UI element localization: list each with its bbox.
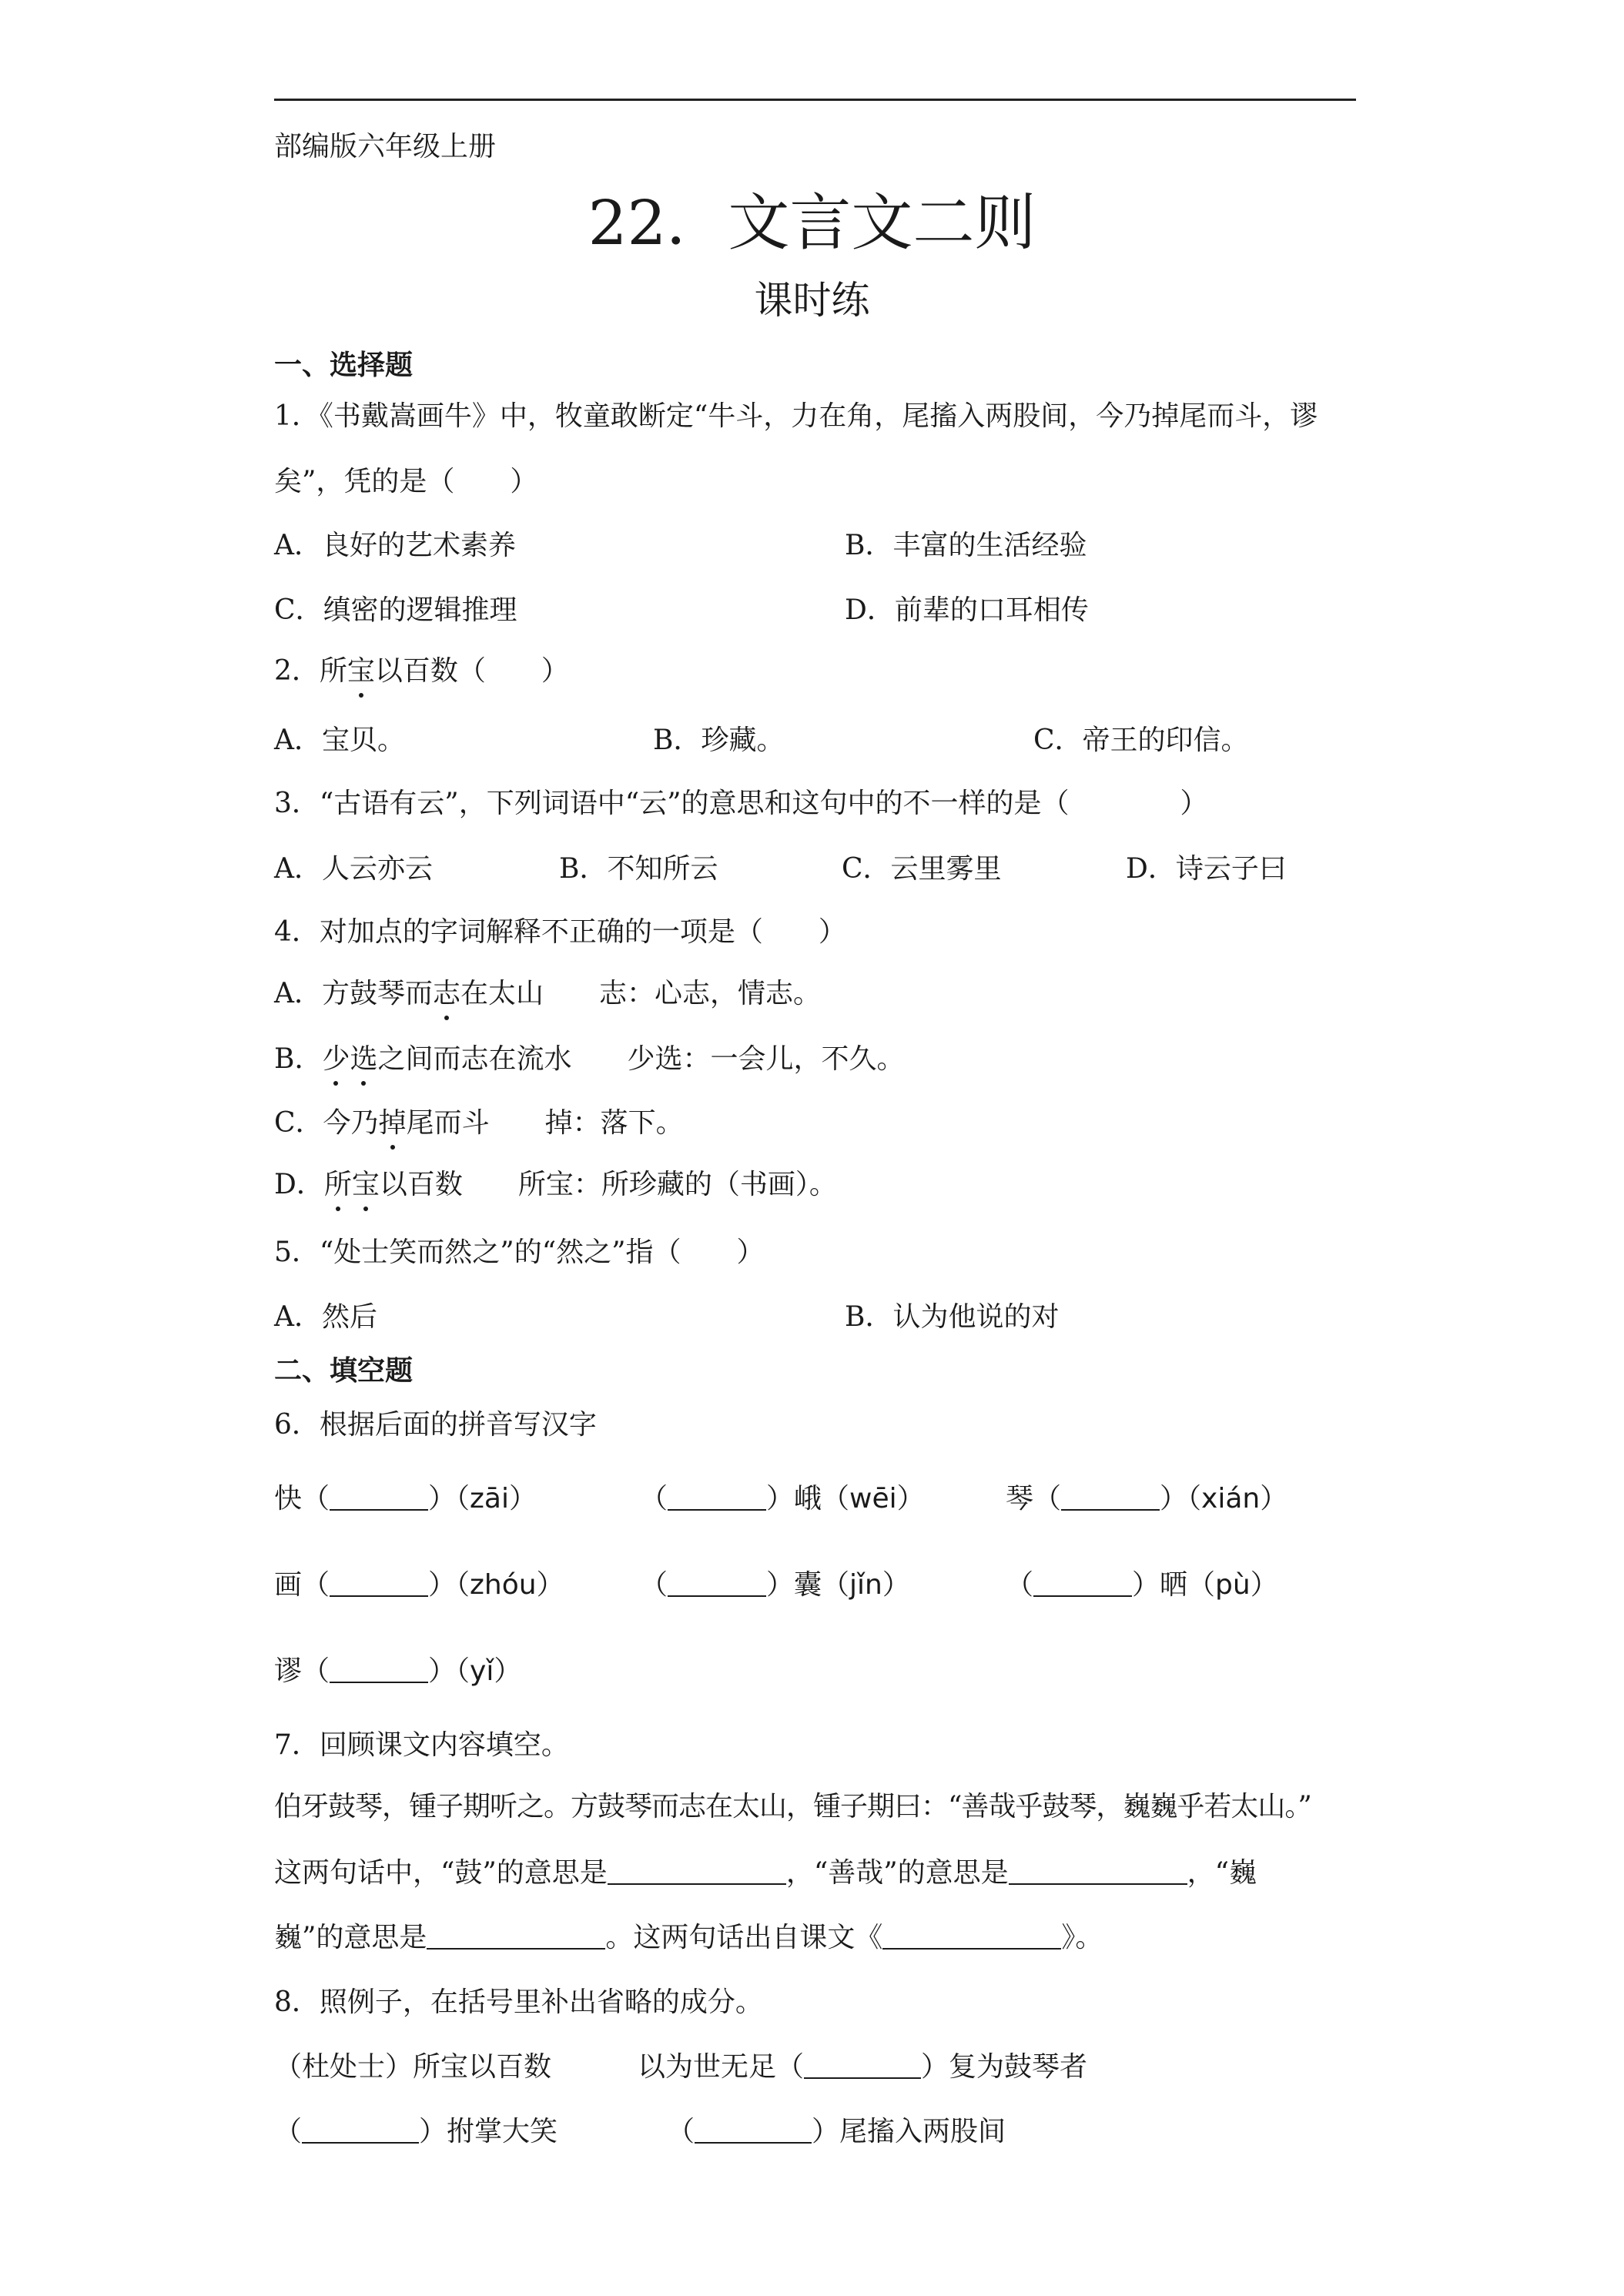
q5-stem: 5．“处士笑而然之”的“然之”指（ ）	[274, 1237, 765, 1268]
q6-item-4	[274, 1563, 564, 1602]
q3-option-c: C．云里雾里	[842, 853, 1002, 885]
q8-item-3-blank[interactable]	[695, 2117, 812, 2144]
q6-item-3-pinyin: （xián）	[1187, 1483, 1288, 1514]
grade-label: 部编版六年级上册	[274, 131, 497, 162]
q1-option-c: C．缜密的逻辑推理	[274, 594, 517, 626]
q8-stem: 8．照例子，在括号里补出省略的成分。	[274, 1986, 763, 2018]
q4-a-post: 在太山 志：心志，情志。	[460, 978, 822, 1009]
section-fill-heading: 二、填空题	[274, 1355, 414, 1387]
q8-item-2-blank[interactable]	[302, 2117, 419, 2144]
q2-dotted-char: 宝	[347, 649, 375, 688]
q4-b-pre: B．	[274, 1043, 323, 1075]
q6-item-2	[640, 1477, 925, 1516]
q8-example: （杜处士）所宝以百数	[274, 2051, 552, 2083]
q4-b-post: 之间而志在流水 少选：一会儿，不久。	[377, 1043, 905, 1075]
q6-item-4-pinyin: （zhóu）	[456, 1569, 564, 1601]
q3-option-d: D．诗云子曰	[1126, 853, 1287, 885]
q4-b-dotted-char-2: 选	[350, 1037, 377, 1076]
q8-item-2-pre: （	[274, 2116, 303, 2147]
q4-b-dotted-char-1: 少	[322, 1037, 350, 1076]
q6-item-2-post: ）峨	[766, 1483, 822, 1514]
q1-option-a: A．良好的艺术素养	[274, 530, 516, 561]
q6-item-6-pinyin: （pù）	[1187, 1569, 1278, 1601]
q6-stem: 6．根据后面的拼音写汉字	[274, 1409, 597, 1441]
q6-item-5-post: ）囊	[766, 1569, 822, 1601]
q4-c-pre: C．今乃	[274, 1107, 379, 1139]
section-choice-heading: 一、选择题	[274, 350, 414, 381]
q8-item-1-blank[interactable]	[804, 2053, 921, 2079]
q7-l3-text-a: 巍”的意思是	[274, 1922, 427, 1953]
q4-stem: 4．对加点的字词解释不正确的一项是（ ）	[274, 916, 846, 948]
q7-l3-text-c: 》。	[1061, 1922, 1103, 1953]
q4-option-c	[274, 1101, 684, 1140]
q6-item-6	[1006, 1563, 1278, 1602]
q7-l2-text-b: ，“善哉”的意思是	[785, 1857, 1009, 1889]
q3-stem: 3．“古语有云”，下列词语中“云”的意思和这句中的不一样的是（ ）	[274, 788, 1208, 819]
q8-item-2-post: ）拊掌大笑	[419, 2116, 558, 2147]
q7-blank-shanzai[interactable]	[1009, 1859, 1187, 1885]
q4-d-pre: D．	[274, 1169, 324, 1200]
q5-option-a: A．然后	[274, 1301, 377, 1333]
q6-item-1-pinyin: （zāi）	[456, 1483, 537, 1514]
q4-option-b	[274, 1037, 905, 1076]
q6-item-1-pre: 快（	[274, 1483, 330, 1514]
q3-option-a: A．人云亦云	[274, 853, 433, 885]
q4-d-dotted-char-1: 所	[324, 1163, 352, 1202]
q3-option-b: B．不知所云	[559, 853, 718, 885]
q8-item-1-pre: 以为世无足（	[638, 2051, 805, 2083]
q1-option-b: B．丰富的生活经验	[845, 530, 1087, 561]
q6-item-3-blank[interactable]	[1061, 1484, 1160, 1511]
q4-c-dotted-char: 掉	[379, 1101, 407, 1140]
q6-item-3-pre: 琴（	[1006, 1483, 1062, 1514]
q2-stem	[274, 649, 569, 688]
q6-item-4-post: ）	[428, 1569, 457, 1601]
q7-blank-weiwei[interactable]	[427, 1923, 605, 1950]
q6-item-5	[640, 1563, 910, 1602]
q6-item-3	[1006, 1477, 1287, 1516]
q4-option-a	[274, 972, 821, 1011]
q7-passage-line3	[274, 1916, 1103, 1955]
q7-passage-line2	[274, 1851, 1257, 1890]
q6-item-2-blank[interactable]	[668, 1484, 766, 1511]
q8-item-3-post: ）尾搐入两股间	[812, 2116, 1006, 2147]
q8-item-3-pre: （	[667, 2116, 695, 2147]
q7-passage-line1: 伯牙鼓琴，锺子期听之。方鼓琴而志在太山，锺子期曰：“善哉乎鼓琴，巍巍乎若太山。”	[274, 1791, 1311, 1822]
q8-item-2	[274, 2110, 558, 2149]
q2-option-a: A．宝贝。	[274, 725, 405, 756]
q6-item-7-pre: 谬（	[274, 1655, 330, 1687]
q6-item-4-blank[interactable]	[330, 1571, 428, 1597]
q7-stem: 7．回顾课文内容填空。	[274, 1729, 569, 1761]
q6-item-5-blank[interactable]	[668, 1571, 766, 1597]
q6-item-1-post: ）	[428, 1483, 457, 1514]
q1-stem-line1: 1．《书戴嵩画牛》中，牧童敢断定“牛斗，力在角，尾搐入两股间，今乃掉尾而斗，谬	[274, 400, 1318, 432]
q8-item-1	[638, 2045, 1087, 2084]
q4-a-pre: A．方鼓琴而	[274, 978, 433, 1009]
q2-stem-pre: 2．所	[274, 655, 347, 687]
q2-option-b: B．珍藏。	[653, 725, 785, 756]
q7-l2-text-c: ，“巍	[1187, 1857, 1257, 1889]
q6-item-2-pre: （	[640, 1483, 668, 1514]
q6-item-7-post: ）	[428, 1655, 457, 1687]
q2-option-c: C．帝王的印信。	[1033, 725, 1249, 756]
q6-item-5-pre: （	[640, 1569, 668, 1601]
q7-l3-text-b: 。这两句话出自课文《	[605, 1922, 883, 1953]
q6-item-1-blank[interactable]	[330, 1484, 428, 1511]
q8-item-3	[667, 2110, 1006, 2149]
q6-item-5-pinyin: （jǐn）	[822, 1569, 910, 1601]
q4-d-post: 以百数 所宝：所珍藏的（书画）。	[379, 1169, 837, 1200]
q6-item-4-pre: 画（	[274, 1569, 330, 1601]
q5-option-b: B．认为他说的对	[845, 1301, 1060, 1333]
page-title: 22．文言文二则	[588, 187, 1036, 259]
q6-item-1	[274, 1477, 537, 1516]
q1-option-d: D．前辈的口耳相传	[845, 594, 1089, 626]
q1-stem-line2: 矣”，凭的是（ ）	[274, 466, 538, 497]
q6-item-7-blank[interactable]	[330, 1657, 428, 1683]
q7-blank-title[interactable]	[882, 1923, 1061, 1950]
q6-item-3-post: ）	[1160, 1483, 1188, 1514]
q2-stem-post: 以百数（ ）	[374, 655, 569, 687]
q6-item-6-blank[interactable]	[1033, 1571, 1132, 1597]
q4-c-post: 尾而斗 掉：落下。	[406, 1107, 684, 1139]
q4-option-d	[274, 1163, 837, 1202]
header-rule	[274, 99, 1356, 101]
page-subtitle: 课时练	[754, 278, 870, 323]
q6-item-6-post: ）晒	[1132, 1569, 1188, 1601]
q6-item-7-pinyin: （yǐ）	[456, 1655, 522, 1687]
q6-item-7	[274, 1649, 521, 1689]
q4-d-dotted-char-2: 宝	[352, 1163, 380, 1202]
q7-blank-gu[interactable]	[608, 1859, 786, 1885]
q6-item-6-pre: （	[1006, 1569, 1034, 1601]
q4-a-dotted-char: 志	[433, 972, 460, 1011]
q6-item-2-pinyin: （wēi）	[822, 1483, 925, 1514]
q7-l2-text-a: 这两句话中，“鼓”的意思是	[274, 1857, 608, 1889]
q8-item-1-post: ）复为鼓琴者	[921, 2051, 1088, 2083]
